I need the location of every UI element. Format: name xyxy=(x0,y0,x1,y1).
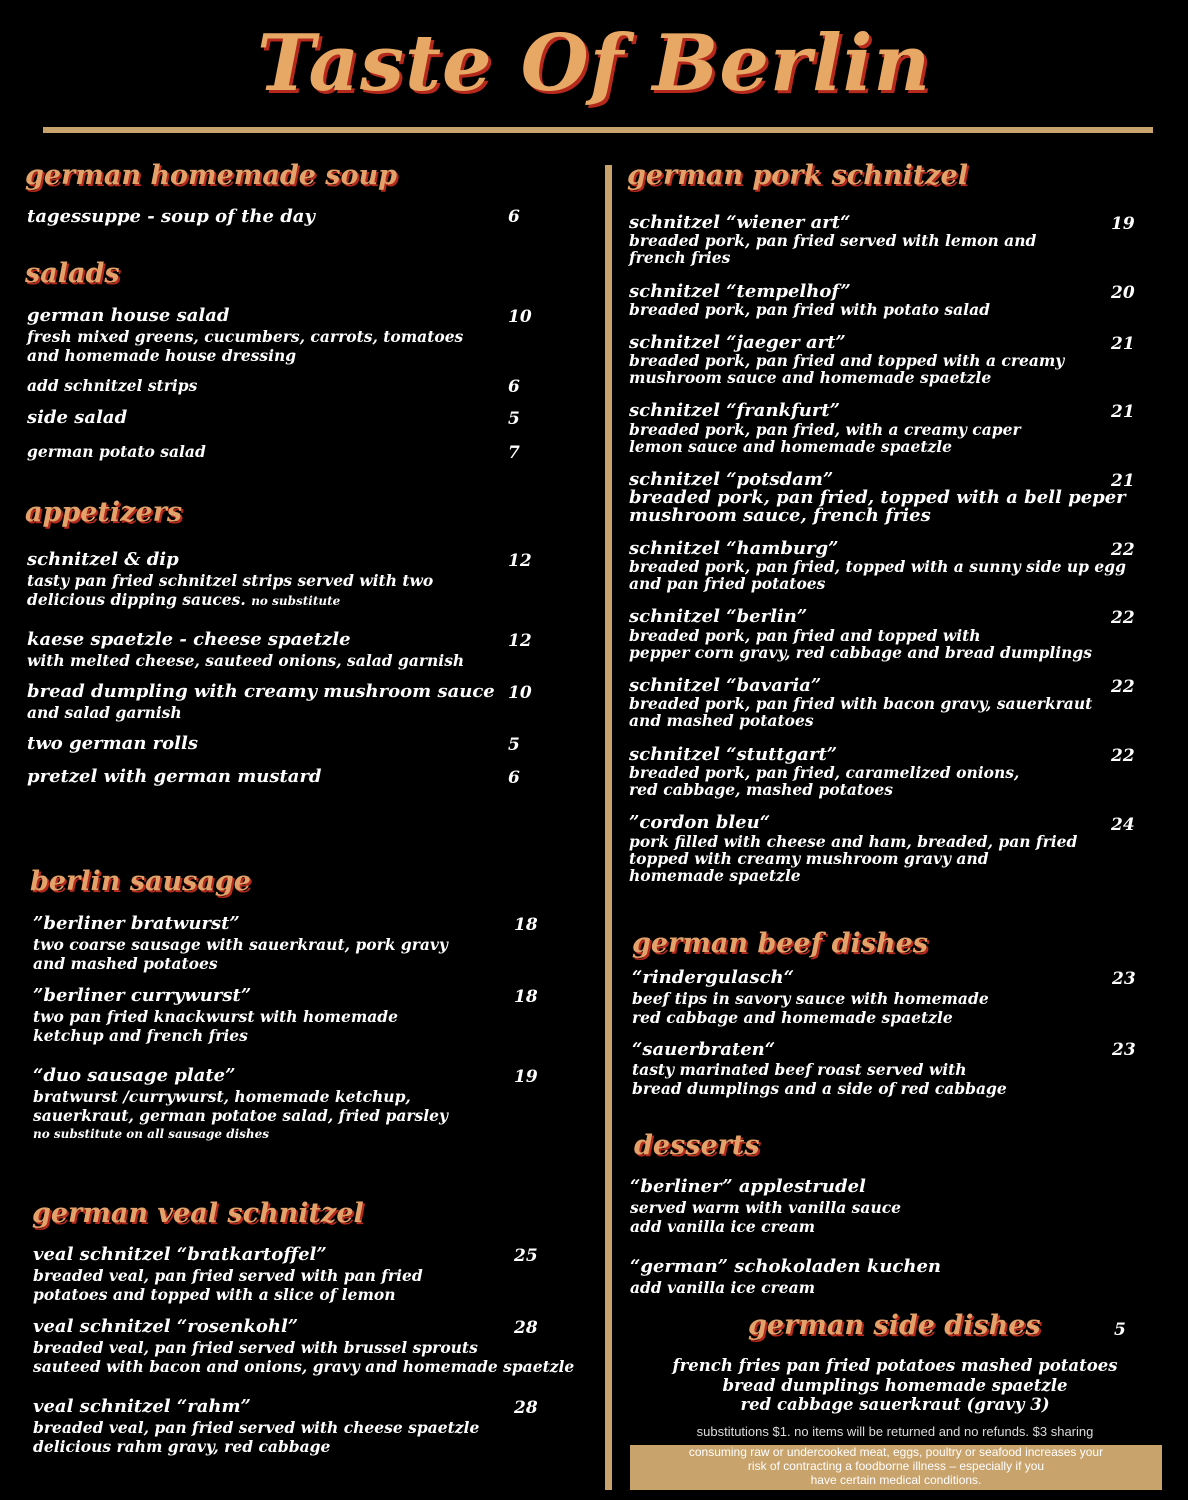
menu-item-description: breaded pork, pan fried with bacon gravy, sauerkraut xyxy=(629,694,1093,713)
menu-item-note: no substitute on all sausage dishes xyxy=(33,1127,270,1141)
menu-item-description: add vanilla ice cream xyxy=(630,1217,816,1236)
side-dishes-line: bread dumplings homemade spaetzle xyxy=(722,1376,1068,1395)
side-dishes-price: 5 xyxy=(1114,1320,1126,1340)
column-divider xyxy=(605,165,612,1490)
menu-item-description: sauteed with bacon and onions, gravy and homemade spaetzle xyxy=(33,1357,575,1376)
menu-item-description: pork filled with cheese and ham, breaded, pan fried xyxy=(629,832,1078,851)
section-heading-sausage: berlin sausage xyxy=(30,866,251,897)
menu-item-description: mushroom sauce and homemade spaetzle xyxy=(629,368,992,387)
menu-item-name: “duo sausage plate” xyxy=(33,1065,236,1086)
health-notice-line: have certain medical conditions. xyxy=(810,1473,982,1487)
section-heading-appetizers: appetizers xyxy=(25,497,183,528)
menu-item-price: 21 xyxy=(1111,471,1135,491)
menu-item-price: 6 xyxy=(508,207,520,227)
section-heading-pork: german pork schnitzel xyxy=(627,160,968,191)
menu-item-description: with melted cheese, sauteed onions, salad garnish xyxy=(27,651,465,670)
menu-item-price: 12 xyxy=(508,551,532,571)
menu-item-price: 21 xyxy=(1111,402,1135,422)
menu-item-description: and homemade house dressing xyxy=(27,346,297,365)
menu-item-name: side salad xyxy=(27,407,128,428)
menu-item-name: schnitzel “berlin” xyxy=(629,606,808,627)
menu-item-description: red cabbage, mashed potatoes xyxy=(629,780,893,799)
menu-item-price: 18 xyxy=(514,987,538,1007)
menu-item-description: breaded pork, pan fried and topped with xyxy=(629,626,981,645)
menu-item-price: 6 xyxy=(508,377,520,397)
menu-item-price: 20 xyxy=(1111,283,1135,303)
health-notice-box xyxy=(630,1445,1162,1490)
menu-item-description: breaded pork, pan fried with potato salad xyxy=(629,300,990,319)
menu-item-description: two pan fried knackwurst with homemade xyxy=(33,1007,398,1026)
menu-item-description: homemade spaetzle xyxy=(629,866,801,885)
menu-item-description: breaded veal, pan fried served with cheese spaetzle xyxy=(33,1418,480,1437)
menu-item-price: 7 xyxy=(508,443,520,463)
menu-item-price: 5 xyxy=(508,409,520,429)
menu-item-description: and mashed potatoes xyxy=(629,711,814,730)
menu-item-description: and salad garnish xyxy=(27,703,182,722)
menu-item-name: schnitzel “potsdam” xyxy=(629,469,834,490)
menu-item-description: tasty pan fried schnitzel strips served with two xyxy=(27,571,434,590)
menu-item-name: schnitzel “frankfurt” xyxy=(629,400,840,421)
section-heading-desserts: desserts xyxy=(634,1130,760,1161)
title-underline xyxy=(43,127,1153,133)
side-dishes-line: red cabbage sauerkraut (gravy 3) xyxy=(740,1395,1050,1414)
section-heading-beef: german beef dishes xyxy=(632,928,928,959)
menu-item-price: 25 xyxy=(514,1246,538,1266)
menu-item-description: fresh mixed greens, cucumbers, carrots, tomatoes xyxy=(27,327,464,346)
menu-item-description: bratwurst /currywurst, homemade ketchup, xyxy=(33,1087,411,1106)
menu-item-description: breaded pork, pan fried and topped with a creamy xyxy=(629,351,1065,370)
health-notice-line: consuming raw or undercooked meat, eggs, poultry or seafood increases your xyxy=(688,1445,1104,1459)
menu-item-description: and mashed potatoes xyxy=(33,954,218,973)
menu-item-description: topped with creamy mushroom gravy and xyxy=(629,849,989,868)
menu-item-description: ketchup and french fries xyxy=(33,1026,248,1045)
menu-item-description: breaded veal, pan fried served with brussel sprouts xyxy=(33,1338,478,1357)
menu-item-price: 19 xyxy=(514,1067,538,1087)
menu-item-price: 28 xyxy=(514,1318,538,1338)
section-heading-salads: salads xyxy=(25,258,120,289)
menu-item-description: tasty marinated beef roast served with xyxy=(632,1060,967,1079)
menu-item-name: “berliner” applestrudel xyxy=(630,1176,866,1197)
menu-item-name: veal schnitzel “rosenkohl” xyxy=(33,1316,299,1337)
menu-item-price: 5 xyxy=(508,735,520,755)
menu-item-name: schnitzel “bavaria” xyxy=(629,675,822,696)
menu-item-name: veal schnitzel “rahm” xyxy=(33,1396,251,1417)
menu-item-name: german potato salad xyxy=(27,442,206,461)
menu-item-name: ”cordon bleu“ xyxy=(629,812,771,833)
substitutions-policy: substitutions $1. no items will be returned and no refunds. $3 sharing xyxy=(696,1424,1094,1439)
menu-item-name: schnitzel & dip xyxy=(27,549,179,570)
menu-item-description: and pan fried potatoes xyxy=(629,574,826,593)
menu-item-name: bread dumpling with creamy mushroom sauce xyxy=(27,681,495,702)
menu-item-description: breaded pork, pan fried served with lemon and xyxy=(629,231,1037,250)
menu-item-description: red cabbage and homemade spaetzle xyxy=(632,1008,953,1027)
menu-item-price: 23 xyxy=(1112,1040,1136,1060)
menu-item-name: german house salad xyxy=(27,305,230,326)
menu-item-name: pretzel with german mustard xyxy=(27,766,322,787)
health-notice-line: risk of contracting a foodborne illness – especially if you xyxy=(747,1459,1045,1473)
menu-item-price: 28 xyxy=(514,1398,538,1418)
restaurant-title: Taste Of Berlin xyxy=(256,18,932,109)
menu-item-description: breaded veal, pan fried served with pan fried xyxy=(33,1266,423,1285)
menu-item-name: veal schnitzel “bratkartoffel” xyxy=(33,1244,327,1265)
menu-item-price: 6 xyxy=(508,768,520,788)
menu-item-price: 18 xyxy=(514,915,538,935)
menu-item-price: 22 xyxy=(1111,677,1135,697)
menu-item-price: 10 xyxy=(508,683,532,703)
menu-item-description: served warm with vanilla sauce xyxy=(630,1198,902,1217)
menu-item-description: potatoes and topped with a slice of lemon xyxy=(33,1285,396,1304)
menu-item-name: ”berliner currywurst” xyxy=(33,985,252,1006)
menu-item-name: schnitzel “hamburg” xyxy=(629,538,839,559)
menu-item-description: breaded pork, pan fried, topped with a bell peper xyxy=(629,487,1126,508)
menu-item-price: 19 xyxy=(1111,214,1135,234)
menu-item-price: 12 xyxy=(508,631,532,651)
side-dishes-line: french fries pan fried potatoes mashed potatoes xyxy=(672,1356,1118,1375)
menu-item-description: lemon sauce and homemade spaetzle xyxy=(629,437,953,456)
menu-item-description: sauerkraut, german potatoe salad, fried parsley xyxy=(33,1106,449,1125)
menu-item-name: schnitzel “stuttgart” xyxy=(629,744,838,765)
section-heading-veal: german veal schnitzel xyxy=(32,1198,364,1229)
menu-item-description: bread dumplings and a side of red cabbage xyxy=(632,1079,1007,1098)
menu-item-description: pepper corn gravy, red cabbage and bread dumplings xyxy=(629,643,1092,662)
menu-item-description: delicious dipping sauces. no substitute xyxy=(27,590,341,609)
menu-item-description: beef tips in savory sauce with homemade xyxy=(632,989,989,1008)
menu-item-name: “german” schokoladen kuchen xyxy=(630,1256,941,1277)
menu-item-price: 22 xyxy=(1111,540,1135,560)
menu-item-description: add vanilla ice cream xyxy=(630,1278,816,1297)
menu-item-price: 24 xyxy=(1111,815,1135,835)
section-heading-sides: german side dishes xyxy=(748,1310,1041,1341)
menu-item-price: 21 xyxy=(1111,334,1135,354)
menu-item-price: 22 xyxy=(1111,746,1135,766)
menu-item-description: mushroom sauce, french fries xyxy=(629,505,931,526)
menu-item-name: “rindergulasch“ xyxy=(632,967,794,988)
menu-item-name: schnitzel “tempelhof” xyxy=(629,281,851,302)
menu-item-description: two coarse sausage with sauerkraut, pork gravy xyxy=(33,935,448,954)
menu-item-name: schnitzel “jaeger art” xyxy=(629,332,846,353)
menu-item-name: “sauerbraten“ xyxy=(632,1039,776,1060)
menu-item-name: ”berliner bratwurst” xyxy=(33,913,240,934)
menu-item-name: two german rolls xyxy=(27,733,198,754)
menu-item-description: delicious rahm gravy, red cabbage xyxy=(33,1437,331,1456)
section-heading-soup: german homemade soup xyxy=(25,160,398,191)
menu-item-price: 22 xyxy=(1111,608,1135,628)
menu-item-price: 23 xyxy=(1112,969,1136,989)
menu-item-price: 10 xyxy=(508,307,532,327)
menu-item-name: kaese spaetzle - cheese spaetzle xyxy=(27,629,351,650)
menu-item-name: add schnitzel strips xyxy=(27,376,198,395)
menu-item-name: tagessuppe - soup of the day xyxy=(27,206,315,227)
menu-item-description: breaded pork, pan fried, caramelized onions, xyxy=(629,763,1020,782)
menu-item-description: french fries xyxy=(629,248,731,267)
menu-item-description: breaded pork, pan fried, topped with a sunny side up egg xyxy=(629,557,1126,576)
menu-item-name: schnitzel “wiener art“ xyxy=(629,212,851,233)
menu-item-description: breaded pork, pan fried, with a creamy caper xyxy=(629,420,1021,439)
